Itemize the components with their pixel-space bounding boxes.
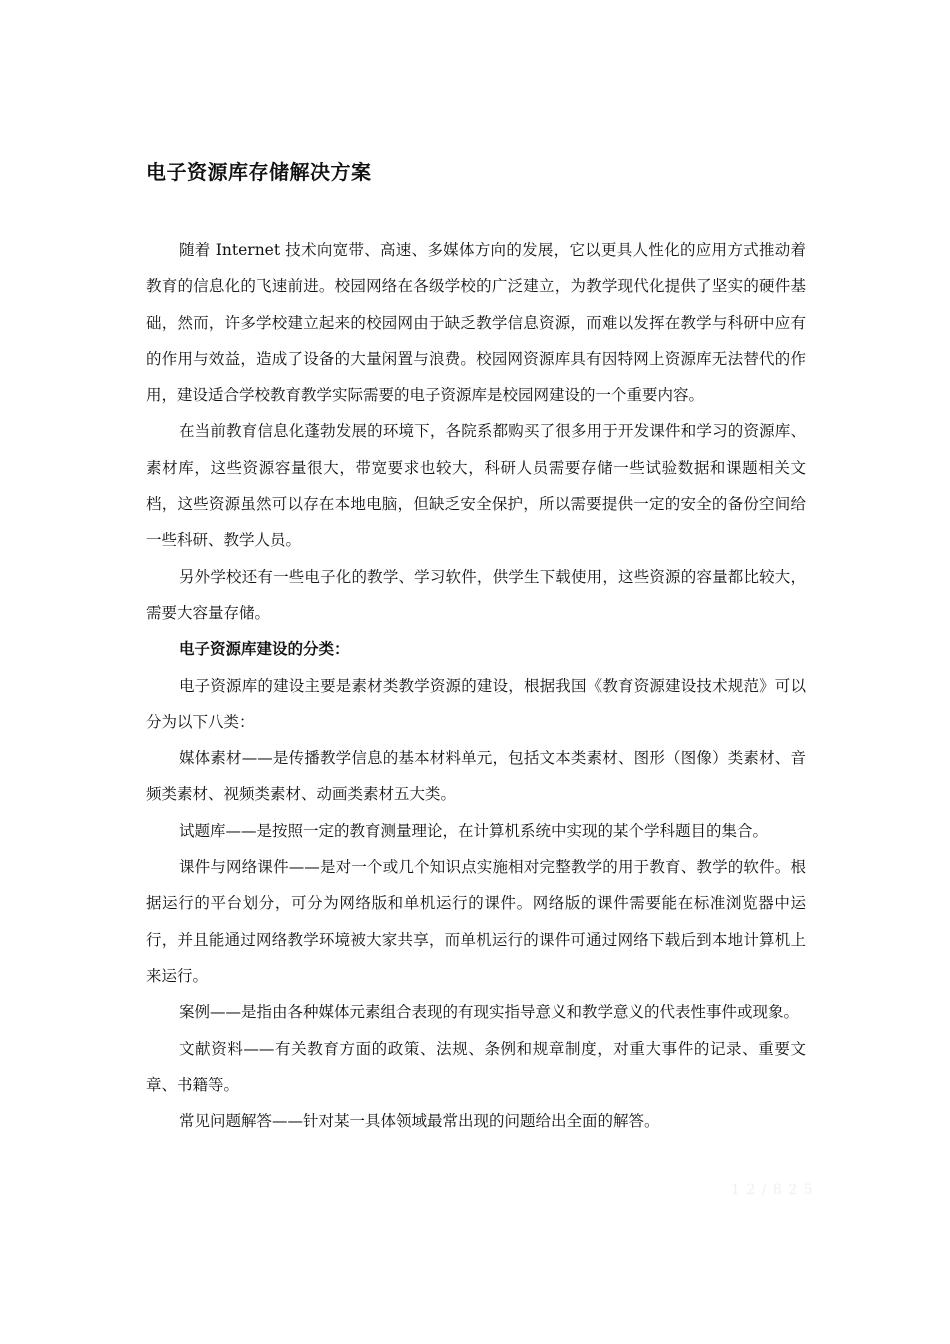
section-heading: 电子资源库建设的分类： bbox=[179, 640, 350, 659]
paragraph-courseware: 课件与网络课件——是对一个或几个知识点实施相对完整教学的用于教育、教学的软件。根据运行的平台划分，可分为网络版和单机运行的课件。网络版的课件需要能在标准浏览器中运行，并且能通过网络教学环境被大家共享，而单机运行的课件可通过网络下载后到本地计算机上来运行。 bbox=[146, 858, 806, 985]
page-watermark: 1 2 / 8 2 5 bbox=[731, 1182, 814, 1198]
paragraph-literature: 文献资料——有关教育方面的政策、法规、条例和规章制度，对重大事件的记录、重要文章、书籍等。 bbox=[146, 1039, 806, 1094]
document-title: 电子资源库存储解决方案 bbox=[146, 160, 372, 184]
paragraph-faq: 常见问题解答——针对某一具体领域最常出现的问题给出全面的解答。 bbox=[179, 1112, 660, 1131]
paragraph-intro: 随着 Internet 技术向宽带、高速、多媒体方向的发展，它以更具人性化的应用方式推动着教育的信息化的飞速前进。校园网络在各级学校的广泛建立，为教学现代化提供了坚实的硬件基础，然而，许多学校建立起来的校园网由于缺乏教学信息资源，而难以发挥在教学与科研中应有的作用与效益，造成了设备的大量闲置与浪费。校园网资源库具有因特网上资源库无法替代的作用，建设适合学校教育教学实际需要的电子资源库是校园网建设的一个重要内容。 bbox=[146, 241, 806, 405]
paragraph-classification: 电子资源库的建设主要是素材类教学资源的建设，根据我国《教育资源建设技术规范》可以分为以下八类： bbox=[146, 676, 806, 731]
paragraph-media-materials: 媒体素材——是传播教学信息的基本材料单元，包括文本类素材、图形（图像）类素材、音频类素材、视频类素材、动画类素材五大类。 bbox=[146, 749, 806, 804]
paragraph-question-bank: 试题库——是按照一定的教育测量理论，在计算机系统中实现的某个学科题目的集合。 bbox=[179, 821, 769, 840]
document-body bbox=[146, 232, 806, 1139]
paragraph-software: 另外学校还有一些电子化的教学、学习软件，供学生下载使用，这些资源的容量都比较大，需要大容量存储。 bbox=[146, 567, 806, 622]
paragraph-case-studies: 案例——是指由各种媒体元素组合表现的有现实指导意义和教学意义的代表性事件或现象。 bbox=[179, 1003, 800, 1022]
paragraph-context: 在当前教育信息化蓬勃发展的环境下，各院系都购买了很多用于开发课件和学习的资源库、素材库，这些资源容量很大，带宽要求也较大，科研人员需要存储一些试验数据和课题相关文档，这些资源虽然可以存在本地电脑，但缺乏安全保护，所以需要提供一定的安全的备份空间给一些科研、教学人员。 bbox=[146, 422, 806, 550]
